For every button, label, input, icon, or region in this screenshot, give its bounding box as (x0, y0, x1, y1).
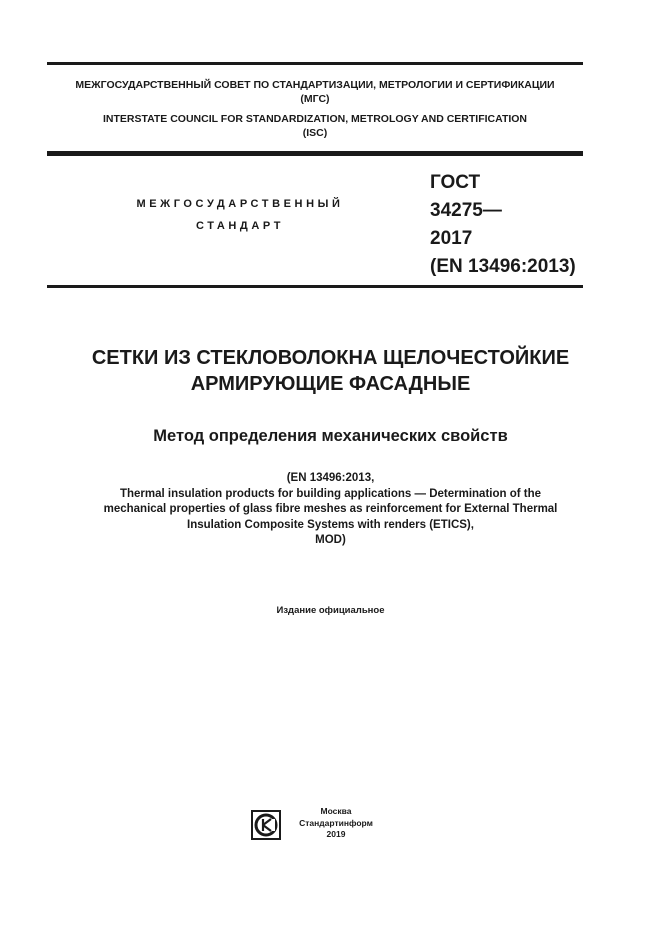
gost-prefix: ГОСТ (430, 172, 481, 193)
top-rule (47, 62, 583, 65)
council-name-ru: МЕЖГОСУДАРСТВЕННЫЙ СОВЕТ ПО СТАНДАРТИЗАЦИИ, МЕТРОЛОГИИ И СЕРТИФИКАЦИИ (75, 79, 555, 91)
bottom-rule (47, 285, 583, 288)
publisher-name: Стандартинформ (299, 817, 373, 828)
gost-en-reference: (EN 13496:2013) (430, 256, 576, 277)
reference-line5: MOD) (315, 534, 346, 546)
publisher-city: Москва (320, 806, 352, 816)
standard-type-label (90, 193, 390, 237)
council-header (47, 78, 583, 140)
title-line2: АРМИРУЮЩИЕ ФАСАДНЫЕ (190, 373, 471, 395)
title-line1: СЕТКИ ИЗ СТЕКЛОВОЛОКНА ЩЕЛОЧЕСТОЙКИЕ (91, 347, 570, 369)
document-subtitle: Метод определения механических свойств (153, 427, 508, 445)
reference-line4: Insulation Composite Systems with renders (ETICS), (187, 518, 474, 531)
standard-type-line1: МЕЖГОСУДАРСТВЕННЫЙ (136, 198, 344, 210)
publisher-info (292, 806, 380, 841)
council-abbr-ru: (МГС) (300, 93, 330, 105)
gost-year: 2017 (430, 228, 473, 249)
en-standard-reference (20, 471, 641, 549)
reference-line3: mechanical properties of glass fibre meshes as reinforcement for External Thermal (103, 503, 558, 515)
council-name-en: INTERSTATE COUNCIL FOR STANDARDIZATION, METROLOGY AND CERTIFICATION (102, 113, 528, 125)
reference-line1: (EN 13496:2013, (286, 472, 375, 484)
reference-line2: Thermal insulation products for building applications — Determination of the (119, 487, 542, 500)
edition-label: Издание официальное (276, 605, 385, 616)
document-title (20, 345, 641, 397)
standard-type-line2: СТАНДАРТ (195, 220, 285, 232)
council-abbr-en: (ISC) (302, 127, 328, 139)
publisher-year: 2019 (326, 829, 346, 839)
middle-rule (47, 151, 583, 156)
standartinform-logo-icon (251, 810, 281, 840)
gost-number: 34275— (430, 200, 502, 221)
gost-designation (430, 169, 576, 281)
